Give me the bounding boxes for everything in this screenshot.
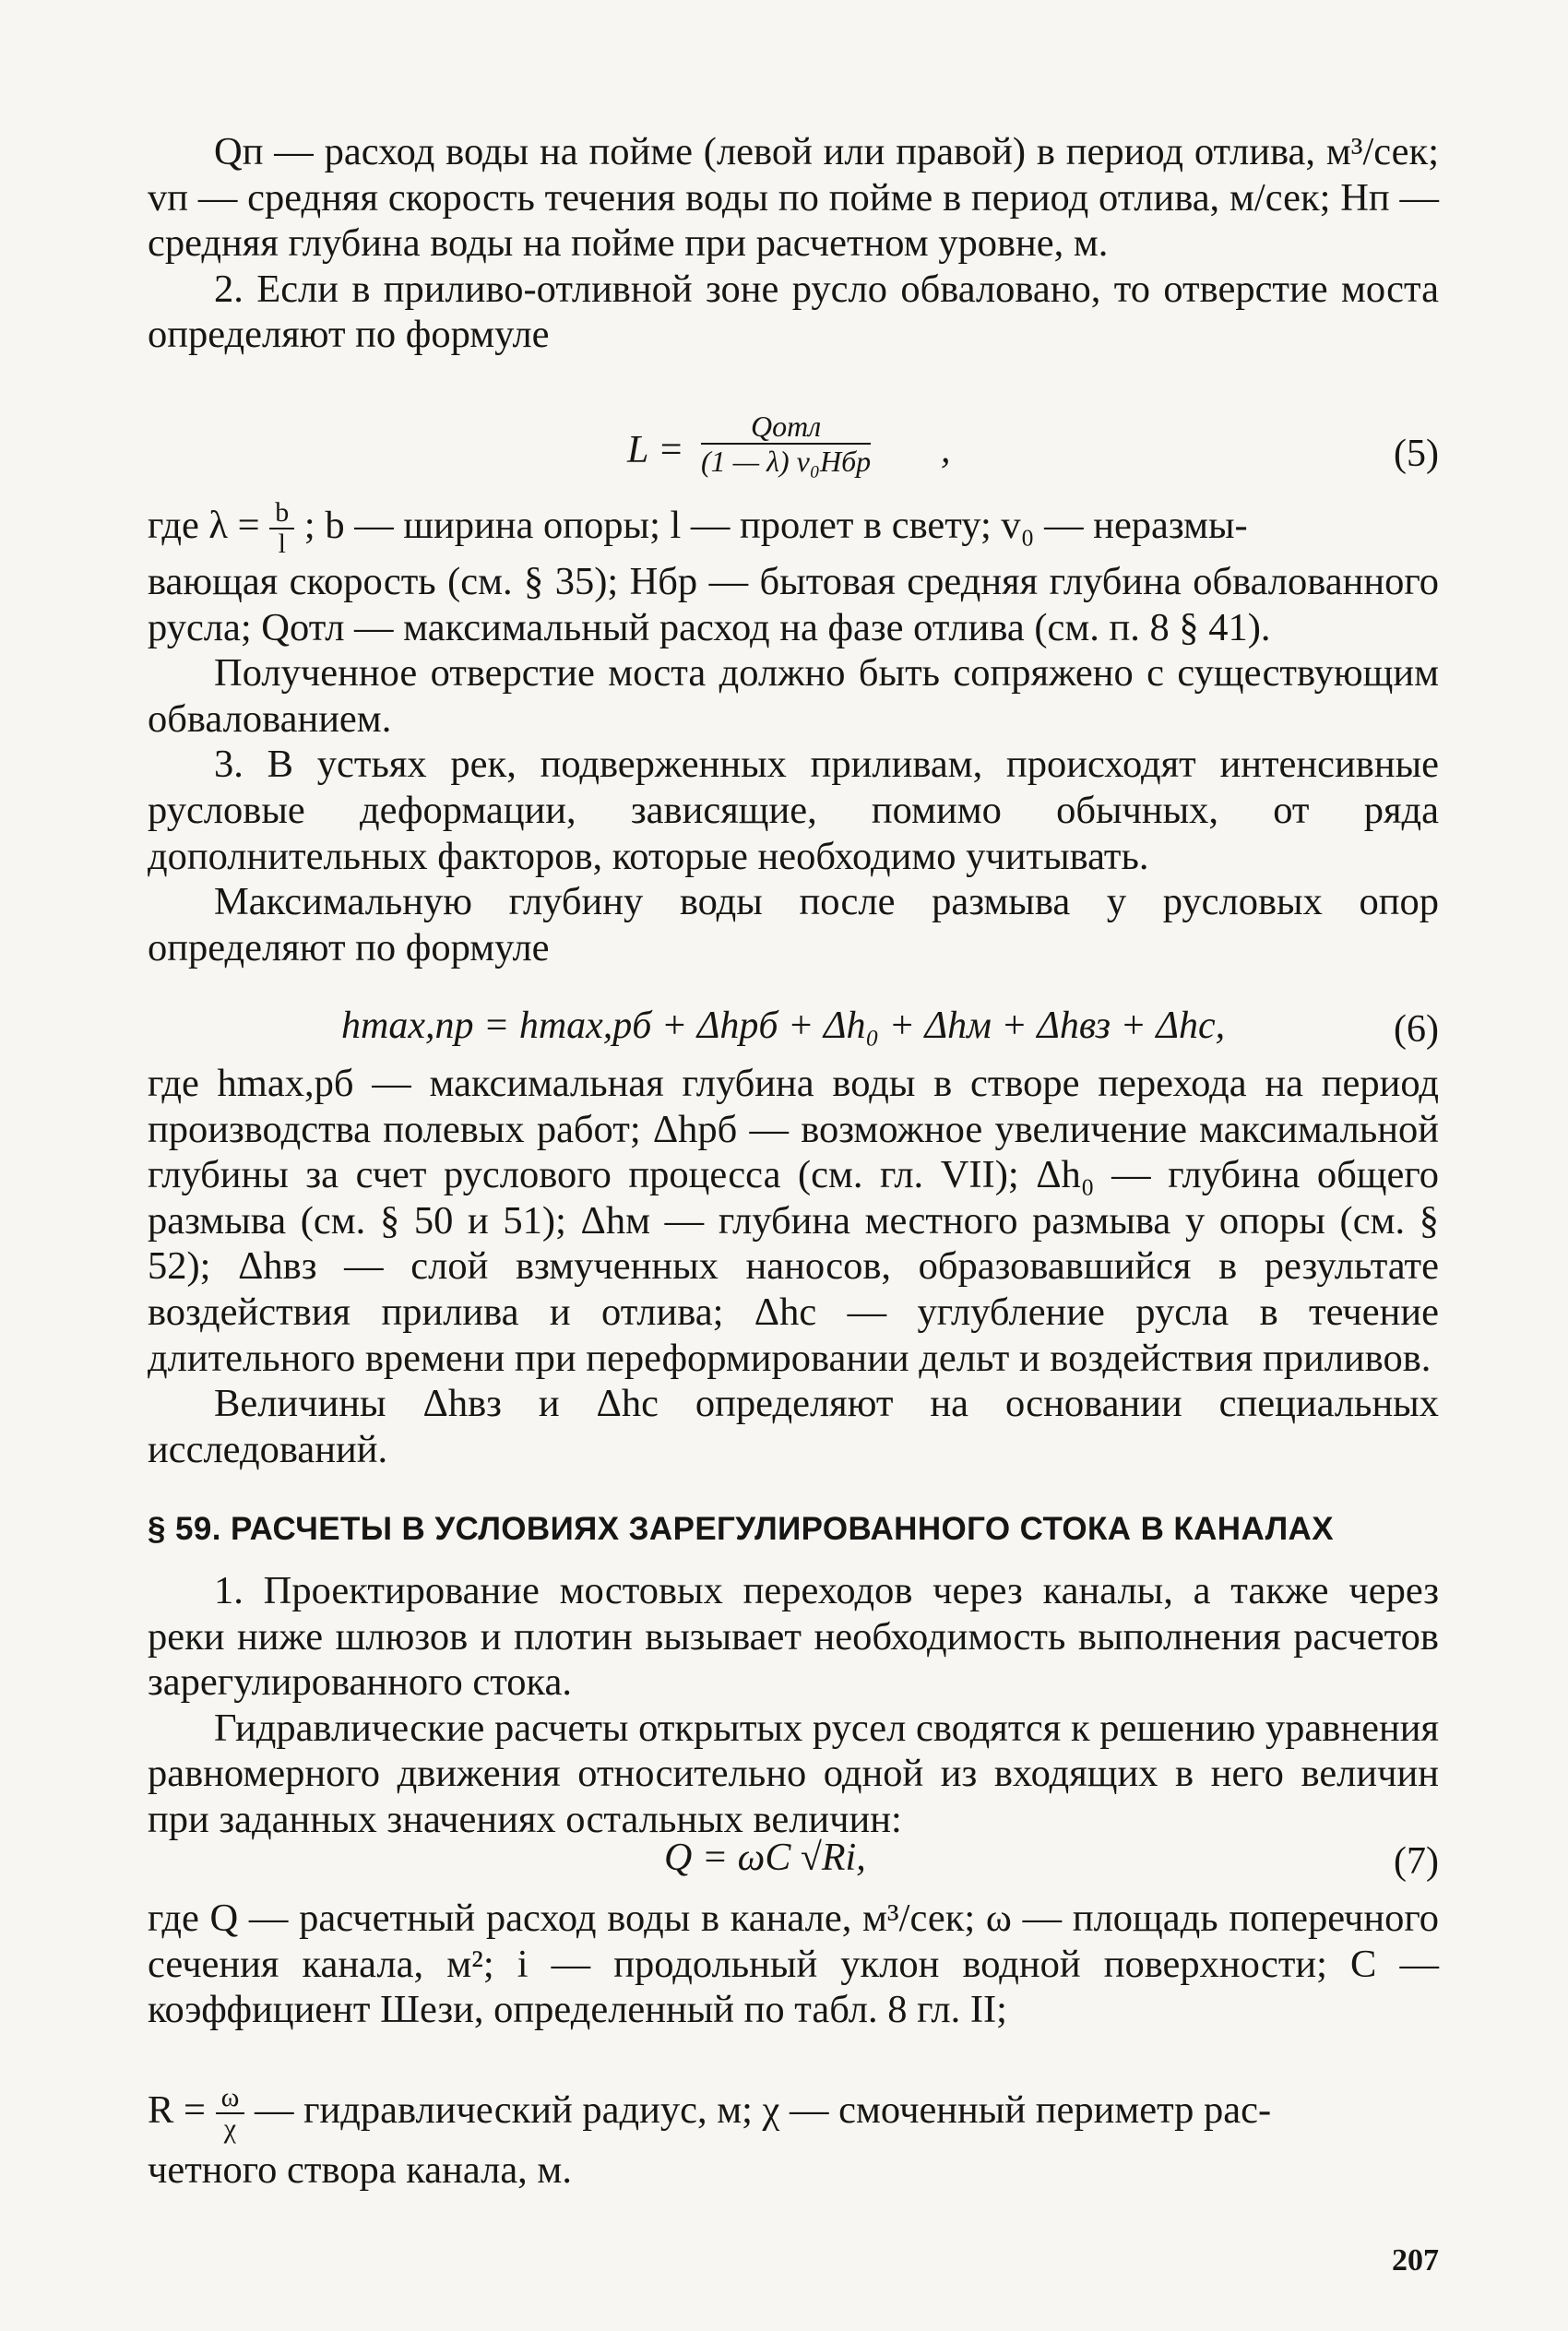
paragraph-text: Величины Δhвз и Δhс определяют на основании специальных исследований. [148, 1382, 1439, 1471]
paragraph-block-5 [148, 1896, 1439, 2033]
formula-fraction [701, 410, 871, 478]
section-heading: § 59. РАСЧЕТЫ В УСЛОВИЯХ ЗАРЕГУЛИРОВАННОГО СТОКА В КАНАЛАХ [148, 1511, 1334, 1547]
formula-7 [148, 1830, 1439, 1904]
formula-number: (7) [1394, 1840, 1439, 1883]
where-rest: — гидравлический радиус, м; χ — смоченный периметр рас- [254, 2087, 1272, 2132]
formula-number: (5) [1394, 433, 1439, 475]
formula-lhs: L = [627, 429, 684, 471]
formula-number: (6) [1394, 1008, 1439, 1051]
paragraph-block-4 [148, 1568, 1439, 1843]
paragraph-text: где hmax,рб — максимальная глубина воды в створе перехода на период производства полевых работ; Δhрб — возможное увеличение максимальной глубины за счет руслового процесса (см. гл. VII); Δh₀ — глубина общего размыва (см. § 50 и 51); Δhм — глубина местного размыва у опоры (см. § 52); Δhвз — слой взмученных наносов, образовавшийся в результате воздействия прилива и отлива; Δhс — углубление русла в течение длительного времени при переформировании дельт и воздействия приливов. [148, 1062, 1439, 1380]
lambda-denominator: l [278, 529, 286, 559]
formula-denominator: (1 — λ) v₀Hбр [701, 445, 872, 478]
formula-tail: , [941, 429, 951, 471]
page-number: 207 [1392, 2243, 1439, 2277]
paragraph-text: Qп — расход воды на пойме (левой или правой) в период отлива, м³/сек; vп — средняя скорость течения воды по пойме в период отлива, м/сек; Hп — средняя глубина воды на пойме при расчетном уровне, м. [148, 130, 1439, 266]
paragraph-text: вающая скорость (см. § 35); Hбр — бытовая средняя глубина обвалованного русла; Qотл — максимальный расход на фазе отлива (см. п. 8 § 41). [148, 560, 1439, 649]
paragraph-block-3 [148, 1061, 1439, 1472]
formula-5 [148, 410, 1439, 496]
where-lambda-line [148, 498, 1439, 559]
paragraph-text: 2. Если в приливо-отливной зоне русло обваловано, то отверстие моста определяют по формуле [148, 267, 1439, 357]
paragraph-text: где Q — расчетный расход воды в канале, м³/сек; ω — площадь поперечного сечения канала, м²; i — продольный уклон водной поверхности; C — коэффициент Шези, определенный по табл. 8 гл. II; [148, 1897, 1439, 2032]
lambda-numerator: b [269, 498, 294, 529]
paragraph-text: Гидравлические расчеты открытых русел сводятся к решению уравнения равномерного движения относительно одной из входящих в него величин при заданных значениях остальных величин: [148, 1706, 1439, 1841]
paragraph-text: 3. В устьях рек, подверженных приливам, происходят интенсивные русловые деформации, зависящие, помимо обычных, от ряда дополнительных факторов, которые необходимо учитывать. [148, 743, 1439, 878]
radius-numerator: ω [216, 2083, 245, 2114]
final-line: четного створа канала, м. [148, 2148, 572, 2192]
where-rest: ; b — ширина опоры; l — пролет в свету; v₀ — неразмы- [303, 503, 1248, 547]
paragraph-text: 1. Проектирование мостовых переходов через каналы, а также через реки ниже шлюзов и плотин вызывает необходимость выполнения расчетов зарегулированного стока. [148, 1569, 1439, 1705]
lambda-fraction [269, 498, 294, 559]
formula-numerator: Qотл [701, 410, 871, 445]
where-radius-line [148, 2083, 1439, 2144]
paragraph-flood-definitions [148, 129, 1439, 358]
paragraph-text: Полученное отверстие моста должно быть сопряжено с существующим обвалованием. [148, 651, 1439, 741]
formula-expression: Q = ωC √Ri, [664, 1837, 866, 1879]
formula-expression: hmax,пр = hmax,рб + Δhрб + Δh₀ + Δhм + Δhвз + Δhс, [341, 1005, 1226, 1047]
where-lead: где λ = [148, 503, 260, 547]
where-lead: R = [148, 2087, 206, 2132]
paragraph-block-2 [148, 559, 1439, 970]
radius-fraction [216, 2083, 245, 2144]
radius-denominator: χ [223, 2113, 237, 2144]
paragraph-text: Максимальную глубину воды после размыва у русловых опор определяют по формуле [148, 880, 1439, 969]
